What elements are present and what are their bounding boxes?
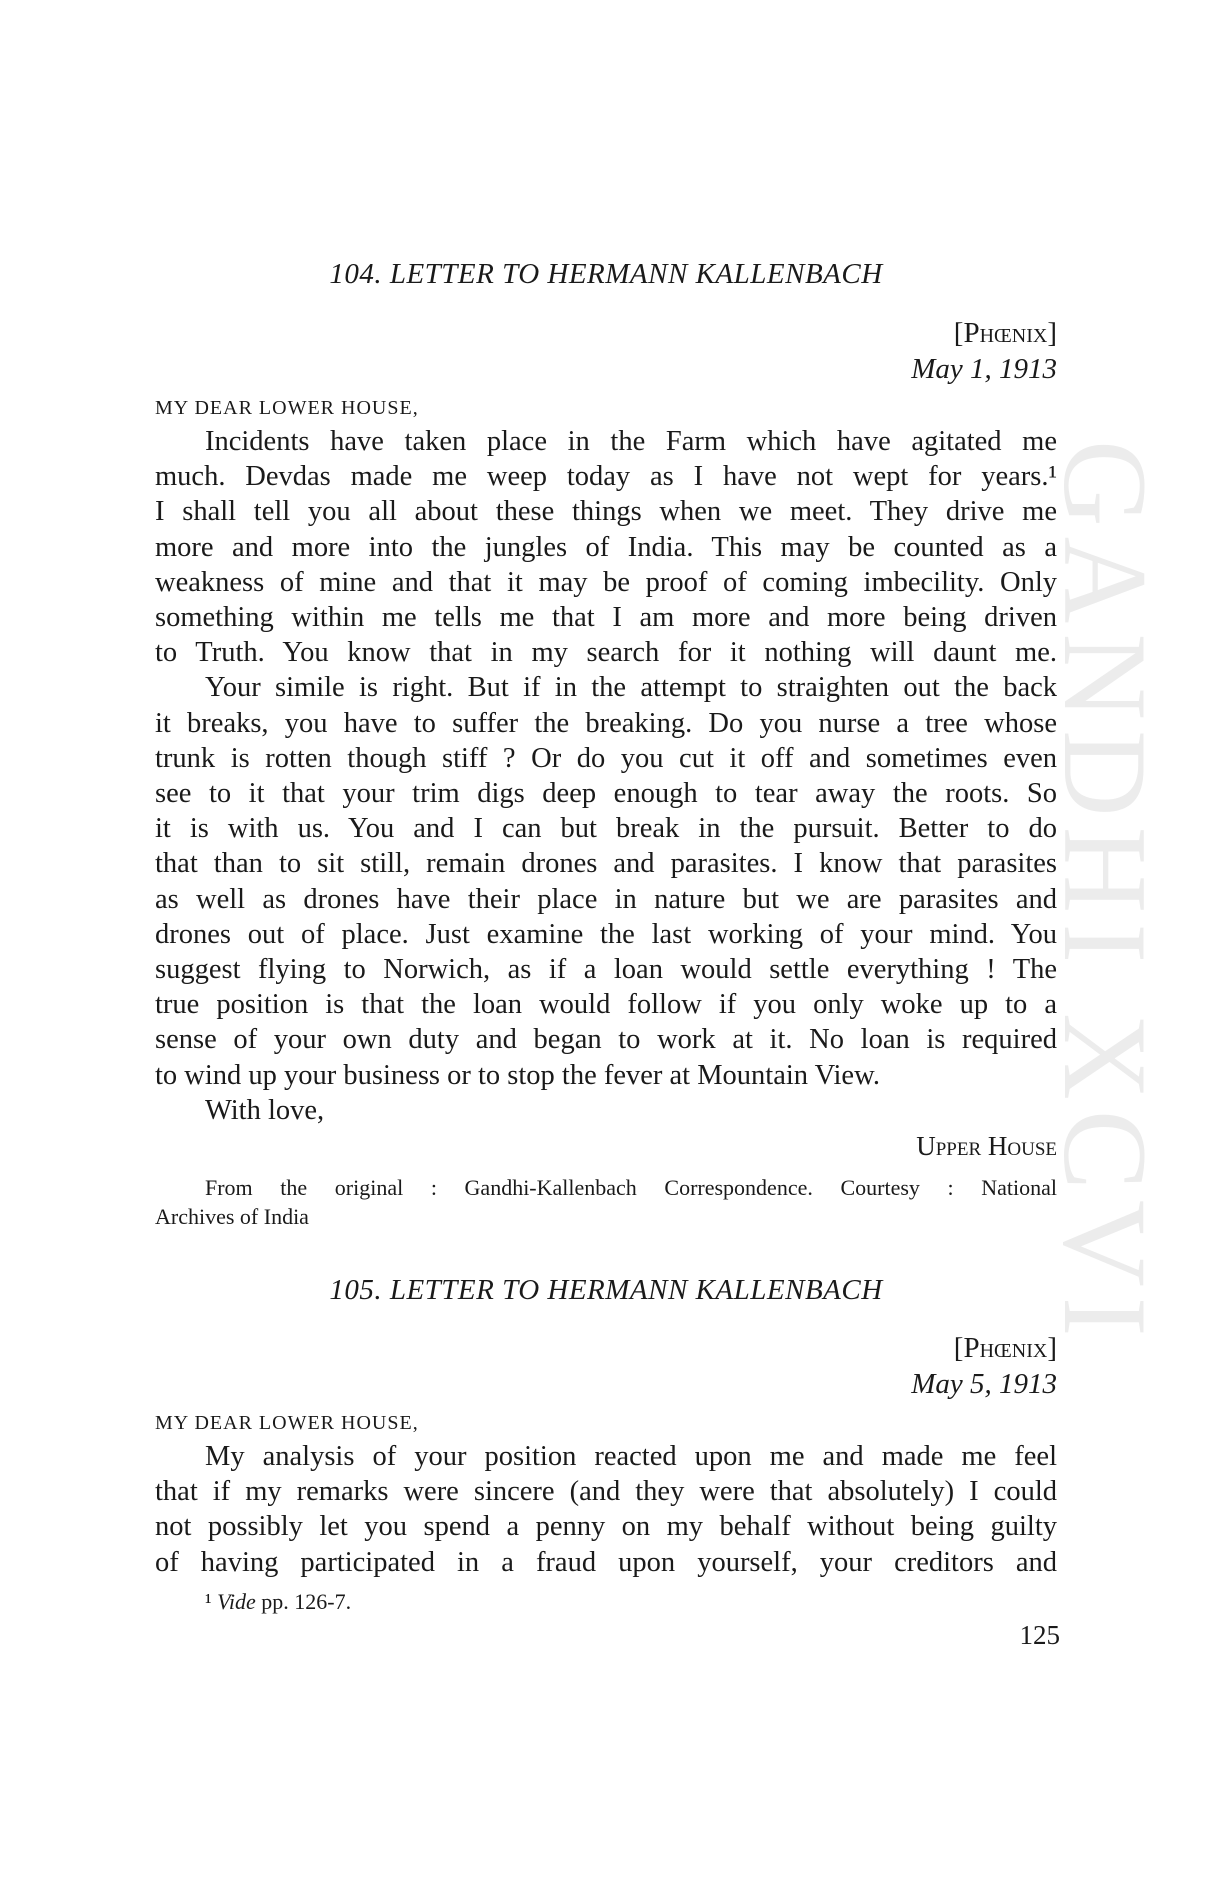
body-line: Your simile is right. But if in the attempt to straighten out the back (205, 672, 1057, 704)
body-line: see to it that your trim digs deep enough to tear away the roots. So (155, 778, 1057, 810)
body-line: much. Devdas made me weep today as I have not wept for years.¹ (155, 461, 1057, 493)
letter-104-date: May 1, 1913 (911, 353, 1057, 385)
body-line: it breaks, you have to suffer the breaking. Do you nurse a tree whose (155, 707, 1057, 739)
letter-104-source (155, 1173, 1057, 1231)
body-line: something within me tells me that I am more and more being driven (155, 602, 1057, 634)
footnote-text: pp. 126-7. (261, 1589, 352, 1614)
letter-104-signature: Upper House (916, 1131, 1057, 1161)
letter-104-heading: 104. LETTER TO HERMANN KALLENBACH (329, 258, 883, 290)
body-line: that than to sit still, remain drones and parasites. I know that parasites (155, 848, 1057, 880)
body-line: it is with us. You and I can but break in the pursuit. Better to do (155, 813, 1057, 845)
letter-105-place: [Phœnix] (953, 1332, 1057, 1364)
body-line: My analysis of your position reacted upon me and made me feel (205, 1441, 1057, 1472)
body-line: Incidents have taken place in the Farm which have agitated me (205, 426, 1057, 457)
body-line: I shall tell you all about these things when we meet. They drive me (155, 496, 1057, 528)
source-line: Archives of India (155, 1204, 309, 1229)
watermark: GANDHI XCVI (1039, 440, 1172, 1347)
footnote (155, 1589, 1057, 1615)
letter-105-heading: 105. LETTER TO HERMANN KALLENBACH (329, 1274, 883, 1306)
letter-104-place: [Phœnix] (953, 317, 1057, 349)
body-line: of having participated in a fraud upon yourself, your creditors and (155, 1546, 1057, 1578)
body-line: sense of your own duty and began to work at it. No loan is required (155, 1024, 1057, 1056)
source-line: From the original : Gandhi-Kallenbach Correspondence. Courtesy : National (205, 1175, 1057, 1200)
body-line: suggest flying to Norwich, as if a loan would settle everything ! The (155, 954, 1057, 986)
body-line: to wind up your business or to stop the fever at Mountain View. (155, 1059, 880, 1091)
body-line: weakness of mine and that it may be proof of coming imbecility. Only (155, 566, 1057, 598)
page-number: 125 (1019, 1620, 1060, 1650)
body-line: that if my remarks were sincere (and they were that absolutely) I could (155, 1476, 1057, 1508)
letter-104-salutation: MY DEAR LOWER HOUSE, (155, 397, 419, 419)
letter-105-salutation: MY DEAR LOWER HOUSE, (155, 1412, 419, 1434)
footnote-marker: ¹ (205, 1589, 212, 1614)
body-line: true position is that the loan would follow if you only woke up to a (155, 989, 1057, 1021)
body-line: as well as drones have their place in nature but we are parasites and (155, 883, 1057, 915)
footnote-vide: Vide (217, 1589, 256, 1614)
body-line: to Truth. You know that in my search for it nothing will daunt me. (155, 637, 1057, 669)
letter-104-closing: With love, (205, 1094, 325, 1126)
letter-104-body (155, 424, 1057, 1128)
body-line: trunk is rotten though stiff ? Or do you cut it off and sometimes even (155, 742, 1057, 774)
body-line: more and more into the jungles of India. This may be counted as a (155, 531, 1057, 563)
body-line: not possibly let you spend a penny on my behalf without being guilty (155, 1511, 1057, 1543)
letter-105-date: May 5, 1913 (911, 1368, 1057, 1400)
letter-105-body (155, 1439, 1057, 1580)
body-line: drones out of place. Just examine the last working of your mind. You (155, 918, 1057, 950)
